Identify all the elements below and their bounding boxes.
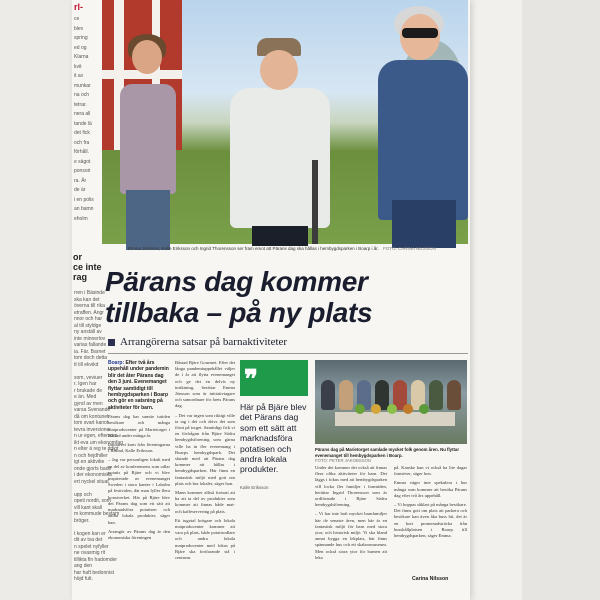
- clipped-text-line: har haft bedonnist: [74, 569, 115, 576]
- column-1-body: [108, 414, 170, 541]
- clipped-text-line: tetrar.: [74, 101, 87, 108]
- background-surface: [470, 0, 600, 600]
- clipped-text-line: tom svart kanot: [74, 420, 109, 426]
- main-photo: [102, 0, 468, 244]
- clipped-text-line: tande lä: [74, 120, 92, 127]
- clipped-text-line: n spelet nyfyller: [74, 543, 109, 550]
- clipped-text-line: e än. Med: [74, 394, 97, 400]
- clipped-text-line: tillikta fin hadomder: [74, 556, 118, 563]
- clipped-text-line: dit av tva det: [74, 537, 103, 543]
- paragraph: Initiativet kom från föreningarna i Båstad, Kalle Eriksson.: [108, 442, 170, 454]
- clipped-text-line: r. Igen har: [74, 381, 97, 387]
- clipped-text-line: det fick: [74, 130, 90, 136]
- produce-item: [355, 404, 365, 414]
- clipped-heading: or ce inte rag: [73, 252, 102, 282]
- paragraph: Pärans dag har samtie tutiden besökare och många matproducenter på Marietorget i Båstad under många år.: [108, 414, 170, 438]
- crowd-figure: [447, 380, 461, 410]
- article-column-2: [175, 360, 235, 564]
- article-column-1: [108, 360, 170, 544]
- clipped-text-line: n ur egen, eftersom: [74, 433, 118, 439]
- pull-quote-text: Här på Bjäre blev det Pärans dag som ett sätt att marknadsföra potatisen och andra lokala produkter.: [240, 402, 307, 475]
- lead-paragraph: [108, 360, 170, 411]
- divider: [108, 353, 468, 354]
- clipped-text-line: tom doch detta: [74, 355, 108, 361]
- subhead-row: [108, 336, 287, 348]
- article-subhead: Arrangörerna satsar på barnaktiviteter: [120, 336, 288, 348]
- clipped-text-line: it av: [74, 73, 84, 79]
- photo-caption: [128, 246, 468, 252]
- clipped-text-line: m kommude bestam: [74, 511, 120, 517]
- paragraph: Ett tugotal krögare och lokala matproducenter kommer att vara på plats, både potatisodlare och andra lokala matproducenter med fokus på Bjäre ska fortfarande stå i centrum.: [175, 517, 235, 561]
- article-headline: Pärans dag kommer tillbaka – på ny plats: [105, 266, 373, 328]
- lead-text: Efter två års uppehåll under pandemin blir det åter Pärans dag den 3 juni. Evenemanget flyttar samtidigt till hembygdsparken i Boarp och gör en satsning på aktiviteter för barn.: [108, 360, 169, 411]
- paragraph: – Vi hoppas såklart på många besökare. Det finns gott om plats att parkera och besökare kan även åka buss hit, det är en kort promenadsträcka från busshållplatsen i Boarp till hembygdsparken, säger Emma.: [394, 502, 467, 539]
- clipped-text-line: varias fallande: [74, 342, 107, 348]
- clipped-text-line: förhåll.: [74, 149, 90, 155]
- produce-item: [387, 404, 397, 414]
- clipped-text-line: då om kontunet: [74, 413, 109, 420]
- clipped-text-line: överna till rika: [74, 303, 105, 309]
- clipped-text-line: de är: [74, 187, 86, 193]
- market-photo-credit: FOTO: PETER JAKOBSSON: [315, 458, 372, 464]
- clipped-text-line: tevra inversioner: [74, 426, 111, 433]
- clipped-text-line: höjd fult.: [74, 576, 93, 582]
- article-column-5: [394, 465, 467, 542]
- clipped-text-line: nera all: [74, 111, 91, 117]
- clipped-text-line: blev: [74, 25, 84, 32]
- paragraph: Båstad Bjäre Gourmet. Efter det långa pandemiuppehållet väljer de i år att flytta evenemanget och ge det en delvis ny inriktning, berättar Emma Jönsson som är initiativtagare och samordnare för årets Pärans dag.: [175, 360, 235, 409]
- clipped-text-line: eholm: [74, 215, 88, 222]
- paragraph: – Det var ingen som riktigt ville ta tag i det och drivs det som förut på torget. Samtidigt fick vi en förfrågan från Bjäre Södra hembygdsförening som gärna ville ha in fler evenemang i Boarps hembygdspark. Det slutade med att Pärans dag kommer att hållas i hembygdsparken. Här finns en fantastisk miljö med gott om plats och bra lokaler, säger hon.: [175, 412, 235, 486]
- clipped-text-line: n och hejdhiller: [74, 452, 108, 459]
- produce-item: [419, 404, 429, 414]
- photo-caption-text: Emma Jönsson, Kalle Eriksson och Ingrid Thorensson ser fram emot att Pärans dag ska hållas i hembygdsparken i Boarp i år.: [128, 246, 379, 251]
- clipped-text-line: rl-: [74, 2, 83, 12]
- paragraph: – Jag var personligen lokalt med en del av konferensens som odlar potatis på Bjäre och vi blev inspirerade av evenemanget Sweden i stora kanter i Laholm på festivalen, där man fyller flera konstverket. Här på Bjäre blev det Pärans dag som ett sätt att marknadsföra potatisen och andra lokala produkter, säger han.: [108, 457, 170, 525]
- produce-item: [403, 404, 413, 414]
- clipped-text-line: och fra: [74, 139, 90, 146]
- clipped-text-line: nnor och har: [74, 316, 103, 322]
- pull-quote: [240, 360, 312, 520]
- clipped-text-line: al till styldge: [74, 322, 102, 329]
- paragraph: – Vi har inte haft mycket barnfamiljer här de senaste åren, men här är en fantastisk miljö för barn med stora ytor, och historisk miljö. Vi ska bland annat bygga en lekplats, här finns spännande hus och ett skaboxmuseum. Men också stora ytor för barnen att leka: [315, 511, 387, 560]
- quote-mark-icon: ❞: [240, 360, 308, 396]
- square-bullet-icon: [108, 339, 115, 346]
- clipped-text-line: kvit: [74, 63, 82, 70]
- byline: Carina Nilsson: [412, 576, 449, 582]
- lead-place: Boarp:: [108, 360, 125, 366]
- clipped-text-line: ce: [74, 16, 80, 22]
- produce-item: [371, 404, 381, 414]
- clipped-text-line: na och: [74, 92, 90, 98]
- clipped-text-line: upp och: [74, 491, 92, 498]
- clipped-text-line: etraffen. Angr: [74, 309, 104, 316]
- crowd-figure: [339, 380, 353, 410]
- clipped-text-line: an bamn: [74, 206, 94, 212]
- crowd-figure: [429, 380, 443, 410]
- clipped-text-line: ia. Fär. Barnet: [74, 348, 106, 355]
- photo-credit: FOTO: CARINA NILSSON: [383, 246, 436, 251]
- market-photo-caption: [315, 447, 467, 464]
- clipped-text-line: t kogen kan er: [74, 530, 106, 537]
- clipped-text-line: i en polis: [74, 196, 94, 203]
- clipped-text-line: bröger.: [74, 517, 90, 524]
- clipped-text-line: ed og: [74, 44, 87, 51]
- clipped-text-line: ert nyckel situat: [74, 478, 109, 485]
- clipped-text-line: Klarna: [74, 54, 89, 60]
- clipped-text-line: n elter ä reg te ddigt: [74, 446, 119, 452]
- clipped-text-line: gynd av men: [74, 400, 103, 407]
- newspaper-page: [72, 0, 470, 600]
- article-column-4: [315, 465, 387, 564]
- clipped-text-line: opeti nordit, som: [74, 498, 111, 504]
- clipped-text-line: vill kant skall: [74, 504, 103, 511]
- clipped-text-line: ska kan det: [74, 296, 100, 303]
- clipped-text-line: rren i Bäsinde: [74, 290, 105, 296]
- clipped-text-line: inte minnerlov: [74, 335, 106, 342]
- pull-quote-author: Kalle Eriksson: [240, 484, 269, 490]
- clipped-text-line: i der ekonomiska: [74, 472, 112, 478]
- clipped-text-line: r brukade de: [74, 387, 103, 394]
- clipped-text-line: varsa Svenande: [74, 407, 111, 413]
- clipped-text-line: igt en aktivitie: [74, 459, 105, 465]
- clipped-text-line: ang den: [74, 563, 93, 569]
- paragraph: Mann kommer alltså fortsatt att ha att ta del av produkter som kommer att finnas både mat- och kaffeservering på plats.: [175, 490, 235, 514]
- crowd-figure: [321, 380, 335, 410]
- paragraph: Under det kommer det också att finnas flera olika aktiviteter för barn. Det läggs i fokus med att hembygdsparken vill locka fler familjer i framtiden, berättar Ingrid Thorensson som är ordförande i Bjäre Södra hembygdsförening.: [315, 465, 387, 508]
- market-photo-caption-text: Pärans dag på Marietorget samlade mycket folk genom åren. Nu flyttar evenemanget till hembygdsparken i Boarp.: [315, 447, 459, 458]
- clipped-text-line: ponsori: [74, 168, 91, 174]
- paragraph: Emma väger inte spekulera i hur många som kommer att besöka Pärans dag efter två års uppehåll.: [394, 480, 467, 498]
- clipped-text-line: onde gjorts bade: [74, 465, 112, 472]
- clipped-text-line: ne ovasmig rit: [74, 550, 106, 556]
- clipped-text-line: spring: [74, 35, 88, 41]
- market-photo: [315, 360, 467, 444]
- clipped-text-line: ikt eva um ekonomfag: [74, 439, 123, 446]
- paragraph: Arrangör av Pärans dag är den ekonomiska föreningen: [108, 528, 170, 540]
- clipped-text-line: ny anställ av: [74, 329, 102, 335]
- clipped-text-line: munkar: [74, 82, 91, 89]
- paragraph: på. Kanske kan vi också ha lite dagar framöver, säger hon.: [394, 465, 467, 477]
- clipped-text-line: ra. Är: [74, 177, 87, 184]
- market-table: [335, 412, 455, 426]
- clipped-text-line: e sägot: [74, 158, 91, 165]
- clipped-text-line: som, veviuer: [74, 374, 103, 381]
- clipped-text-line: tt till ekvikd: [74, 361, 99, 368]
